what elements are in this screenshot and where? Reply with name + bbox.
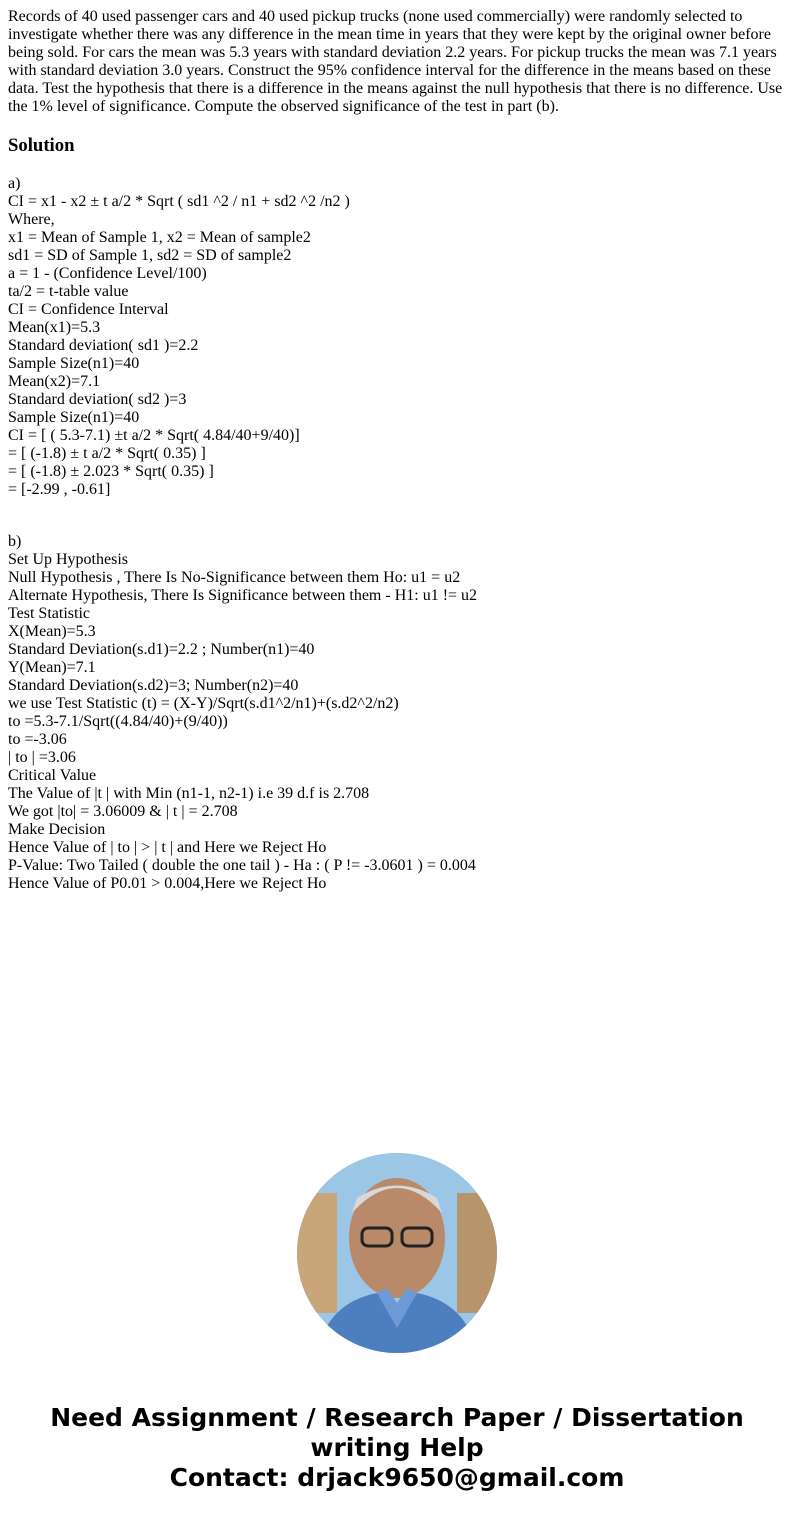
solution-line: b): [8, 533, 22, 550]
solution-line: Mean(x1)=5.3: [8, 319, 101, 336]
solution-line: Sample Size(n1)=40: [8, 355, 140, 372]
solution-heading: Solution: [8, 135, 75, 156]
solution-line: ta/2 = t-table value: [8, 283, 129, 300]
part-a: [8, 175, 786, 499]
solution-line: Make Decision: [8, 821, 106, 838]
solution-line: Set Up Hypothesis: [8, 551, 128, 568]
solution-line: a): [8, 175, 21, 192]
solution-line: sd1 = SD of Sample 1, sd2 = SD of sample2: [8, 247, 292, 264]
solution-body: [8, 175, 786, 893]
solution-line: to =5.3-7.1/Sqrt((4.84/40)+(9/40)): [8, 713, 228, 730]
solution-line: Standard Deviation(s.d1)=2.2 ; Number(n1)=40: [8, 641, 315, 658]
solution-line: Y(Mean)=7.1: [8, 659, 96, 676]
solution-line: to =-3.06: [8, 731, 67, 748]
solution-line: Sample Size(n1)=40: [8, 409, 140, 426]
solution-line: = [ (-1.8) ± 2.023 * Sqrt( 0.35) ]: [8, 463, 214, 480]
author-photo: [297, 1153, 497, 1353]
solution-line: we use Test Statistic (t) = (X-Y)/Sqrt(s.d1^2/n1)+(s.d2^2/n2): [8, 695, 399, 712]
solution-line: a = 1 - (Confidence Level/100): [8, 265, 207, 282]
solution-line: Null Hypothesis , There Is No-Significance between them Ho: u1 = u2: [8, 569, 461, 586]
footer-contact: Contact: drjack9650@gmail.com: [169, 1463, 625, 1492]
solution-line: Alternate Hypothesis, There Is Significance between them - H1: u1 != u2: [8, 587, 478, 604]
solution-line: = [-2.99 , -0.61]: [8, 481, 111, 498]
footer-line-1: Need Assignment / Research Paper / Dissertation: [50, 1403, 744, 1432]
solution-line: Critical Value: [8, 767, 97, 784]
solution-line: CI = Confidence Interval: [8, 301, 169, 318]
solution-line: The Value of |t | with Min (n1-1, n2-1) i.e 39 d.f is 2.708: [8, 785, 370, 802]
footer-banner: [0, 1403, 794, 1493]
solution-line: x1 = Mean of Sample 1, x2 = Mean of sample2: [8, 229, 311, 246]
solution-line: Where,: [8, 211, 55, 228]
solution-line: Standard Deviation(s.d2)=3; Number(n2)=40: [8, 677, 299, 694]
solution-line: | to | =3.06: [8, 749, 76, 766]
solution-line: = [ (-1.8) ± t a/2 * Sqrt( 0.35) ]: [8, 445, 206, 462]
solution-line: Test Statistic: [8, 605, 90, 622]
question-text: Records of 40 used passenger cars and 40 used pickup trucks (none used commercially) were randomly selected to investigate whether there was any difference in the mean time in years that they were kept by the original owner before being sold. For cars the mean was 5.3 years with standard deviation 2.2 years. For pickup trucks the mean was 7.1 years with standard deviation 3.0 years. Construct the 95% confidence interval for the difference in the means based on these data. Test the hypothesis that there is a difference in the means against the null hypothesis that there is no difference. Use the 1% level of significance. Compute the observed significance of the test in part (b).: [8, 8, 783, 115]
solution-line: CI = [ ( 5.3-7.1) ±t a/2 * Sqrt( 4.84/40+9/40)]: [8, 427, 300, 444]
solution-line: P-Value: Two Tailed ( double the one tail ) - Ha : ( P != -3.0601 ) = 0.004: [8, 857, 476, 874]
solution-line: Hence Value of | to | > | t | and Here we Reject Ho: [8, 839, 327, 856]
solution-line: Standard deviation( sd2 )=3: [8, 391, 187, 408]
solution-line: CI = x1 - x2 ± t a/2 * Sqrt ( sd1 ^2 / n1 + sd2 ^2 /n2 ): [8, 193, 350, 210]
solution-line: Hence Value of P0.01 > 0.004,Here we Reject Ho: [8, 875, 327, 892]
solution-line: X(Mean)=5.3: [8, 623, 96, 640]
solution-line: Mean(x2)=7.1: [8, 373, 101, 390]
solution-line: Standard deviation( sd1 )=2.2: [8, 337, 199, 354]
footer-line-2: writing Help: [310, 1433, 484, 1462]
solution-line: We got |to| = 3.06009 & | t | = 2.708: [8, 803, 238, 820]
part-b: [8, 533, 786, 893]
